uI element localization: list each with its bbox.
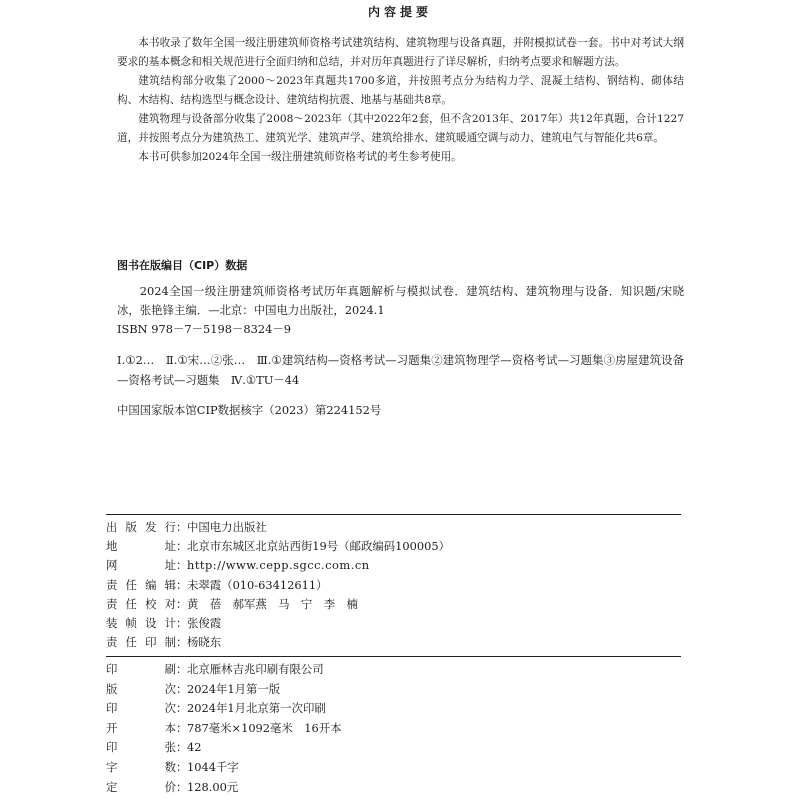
- info-value: 2024年1月第一版: [187, 681, 281, 696]
- info-label: 字数: [106, 759, 176, 774]
- cip-classification: Ⅰ.①2… Ⅱ.①宋…②张… Ⅲ.①建筑结构—资格考试—习题集②建筑物理学—资格考试—习题集③房屋建筑设备—资格考试—习题集 Ⅳ.①TU－44: [117, 353, 684, 387]
- info-row-publisher: 出版发行 ： 中国电力出版社: [106, 520, 267, 534]
- cip-title: 图书在版编目（CIP）数据: [117, 259, 248, 272]
- website-link[interactable]: http://www.cepp.sgcc.com.cn: [187, 558, 370, 573]
- info-label: 责任编辑: [106, 577, 176, 592]
- info-value: 北京市东城区北京站西街19号（邮政编码100005）: [187, 539, 451, 554]
- info-label: 出版发行: [106, 520, 176, 534]
- info-value: 张俊霞: [187, 615, 222, 630]
- info-value: 未翠霞（010-63412611）: [187, 577, 328, 592]
- info-row-edition: 版次 ： 2024年1月第一版: [106, 681, 281, 696]
- info-value: 北京雁林吉兆印刷有限公司: [187, 662, 324, 676]
- info-value: 42: [187, 740, 202, 755]
- info-row-designer: 装帧设计 ： 张俊霞: [106, 615, 222, 630]
- cip-record-number: 中国国家版本馆CIP数据核字（2023）第224152号: [117, 403, 382, 417]
- cip-isbn: ISBN 978－7－5198－8324－9: [117, 322, 292, 336]
- info-label: 网址: [106, 558, 176, 573]
- info-label: 责任校对: [106, 596, 176, 611]
- info-label: 地址: [106, 539, 176, 554]
- info-row-impression: 印次 ： 2024年1月北京第一次印刷: [106, 701, 326, 716]
- info-label: 印次: [106, 701, 176, 716]
- info-label: 印刷: [106, 662, 176, 676]
- info-value: 787毫米×1092毫米 16开本: [187, 720, 342, 735]
- summary-paragraph: 建筑结构部分收集了2000～2023年真题共1700多道，并按照考点分为结构力学、混凝土结构、钢结构、砌体结构、木结构、结构选型与概念设计、建筑结构抗震、地基与基础共8章。: [117, 75, 684, 106]
- info-value: 杨晓东: [187, 635, 222, 650]
- publication-info: [106, 519, 681, 653]
- info-row-proofreader: 责任校对 ： 黄 蓓 郝军燕 马 宁 李 楠: [106, 596, 358, 611]
- info-label: 定价: [106, 779, 176, 794]
- info-label: 开本: [106, 720, 176, 735]
- info-row-printer: 印刷 ： 北京雁林吉兆印刷有限公司: [106, 662, 324, 676]
- info-row-price: 定价 ： 128.00元: [106, 779, 239, 794]
- cip-main-entry: 2024全国一级注册建筑师资格考试历年真题解析与模拟试卷．建筑结构、建筑物理与设备．知识题/宋晓冰，张艳锋主编．—北京：中国电力出版社，2024.1: [117, 284, 684, 317]
- info-label: 版次: [106, 681, 176, 696]
- info-row-format: 开本 ： 787毫米×1092毫米 16开本: [106, 720, 342, 735]
- info-value: 2024年1月北京第一次印刷: [187, 701, 326, 716]
- summary-title: 内容提要: [367, 5, 432, 19]
- info-row-print-supervisor: 责任印制 ： 杨晓东: [106, 635, 222, 650]
- divider: [106, 514, 681, 515]
- summary-paragraph: 本书收录了数年全国一级注册建筑师资格考试建筑结构、建筑物理与设备真题，并附模拟试卷一套。书中对考试大纲要求的基本概念和相关规范进行全面归纳和总结，并对历年真题进行了详尽解析，归纳考点要求和解题方法。: [117, 37, 684, 68]
- info-label: 印张: [106, 740, 176, 755]
- cip-block: [117, 282, 684, 420]
- summary-paragraph: 本书可供参加2024年全国一级注册建筑师资格考试的考生参考使用。: [138, 151, 462, 163]
- summary-body: [117, 34, 684, 167]
- info-value: 1044千字: [187, 759, 239, 774]
- price-value: 128.00元: [187, 779, 239, 794]
- info-row-editor: 责任编辑 ： 未翠霞（010-63412611）: [106, 577, 328, 592]
- info-label: 责任印制: [106, 635, 176, 650]
- divider: [106, 656, 681, 657]
- info-label: 装帧设计: [106, 615, 176, 630]
- info-row-word-count: 字数 ： 1044千字: [106, 759, 239, 774]
- info-row-sheets: 印张 ： 42: [106, 740, 202, 755]
- summary-paragraph: 建筑物理与设备部分收集了2008～2023年（其中2022年2套，但不含2013年、2017年）共12年真题，合计1227道，并按照考点分为建筑热工、建筑光学、建筑声学、建筑给排水、建筑暖通空调与动力、建筑电气与智能化共6章。: [117, 113, 684, 144]
- info-row-address: 地址 ： 北京市东城区北京站西街19号（邮政编码100005）: [106, 539, 451, 554]
- printing-info: [106, 661, 681, 798]
- info-value: 黄 蓓 郝军燕 马 宁 李 楠: [187, 596, 358, 611]
- info-row-website: 网址 ： http://www.cepp.sgcc.com.cn: [106, 558, 370, 573]
- info-value: 中国电力出版社: [187, 520, 267, 534]
